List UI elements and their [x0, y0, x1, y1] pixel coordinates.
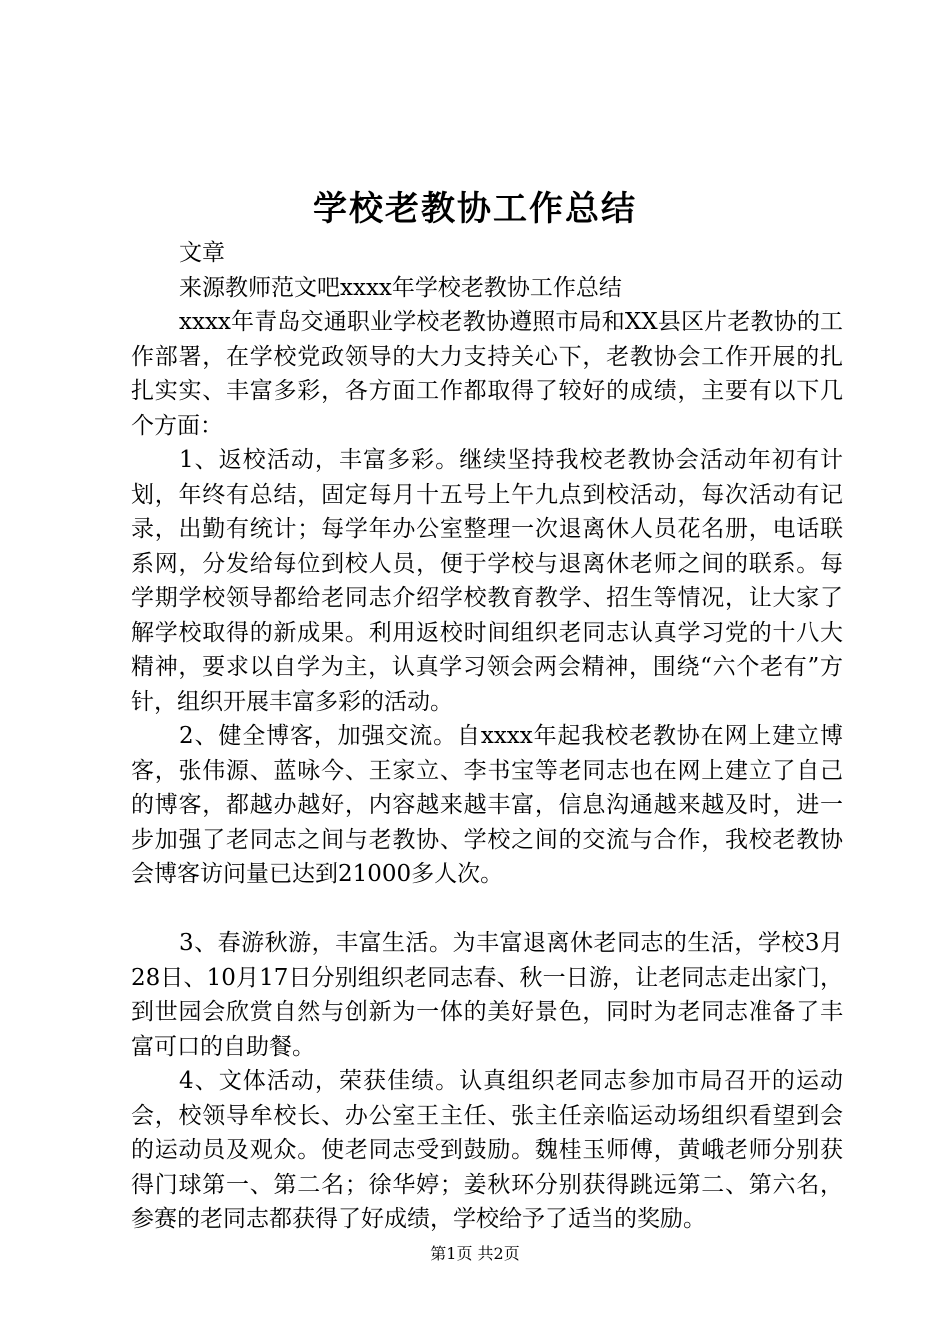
paragraph-section-4: 4、文体活动，荣获佳绩。认真组织老同志参加市局召开的运动会，校领导牟校长、办公室王主任、张主任亲临运动场组织看望到会的运动员及观众。使老同志受到鼓励。魏桂玉师傅，黄峨老师分别获得门球第一、第二名；徐华婷；姜秋环分别获得跳远第二、第六名，参赛的老同志都获得了好成绩，学校给予了适当的奖励。: [131, 1068, 843, 1232]
paragraph-intro: xxxx年青岛交通职业学校老教协遵照市局和XX县区片老教协的工作部署，在学校党政领导的大力支持关心下，老教协会工作开展的扎扎实实、丰富多彩，各方面工作都取得了较好的成绩，主要有以下几个方面：: [131, 309, 843, 439]
page-footer: 第1页 共2页: [430, 1244, 520, 1263]
paragraph-article-label: 文章: [179, 240, 225, 266]
paragraph-section-3: 3、春游秋游，丰富生活。为丰富退离休老同志的生活，学校3月28日、10月17日分别组织老同志春、秋一日游，让老同志走出家门，到世园会欣赏自然与创新为一体的美好景色，同时为老同志准备了丰富可口的自助餐。: [131, 930, 843, 1060]
page-title: 学校老教协工作总结: [313, 189, 637, 229]
paragraph-section-1: 1、返校活动，丰富多彩。继续坚持我校老教协会活动年初有计划，年终有总结，固定每月十五号上午九点到校活动，每次活动有记录，出勤有统计；每学年办公室整理一次退离休人员花名册，电话联系网，分发给每位到校人员，便于学校与退离休老师之间的联系。每学期学校领导都给老同志介绍学校教育教学、招生等情况，让大家了解学校取得的新成果。利用返校时间组织老同志认真学习党的十八大精神，要求以自学为主，认真学习领会两会精神，围绕“六个老有”方针，组织开展丰富多彩的活动。: [131, 447, 843, 715]
paragraph-section-2: 2、健全博客，加强交流。自xxxx年起我校老教协在网上建立博客，张伟源、蓝咏今、王家立、李书宝等老同志也在网上建立了自己的博客，都越办越好，内容越来越丰富，信息沟通越来越及时，进一步加强了老同志之间与老教协、学校之间的交流与合作，我校老教协会博客访问量已达到21000多人次。: [131, 723, 843, 887]
paragraph-source: 来源教师范文吧xxxx年学校老教协工作总结: [179, 274, 622, 301]
document-body: [131, 236, 843, 1237]
